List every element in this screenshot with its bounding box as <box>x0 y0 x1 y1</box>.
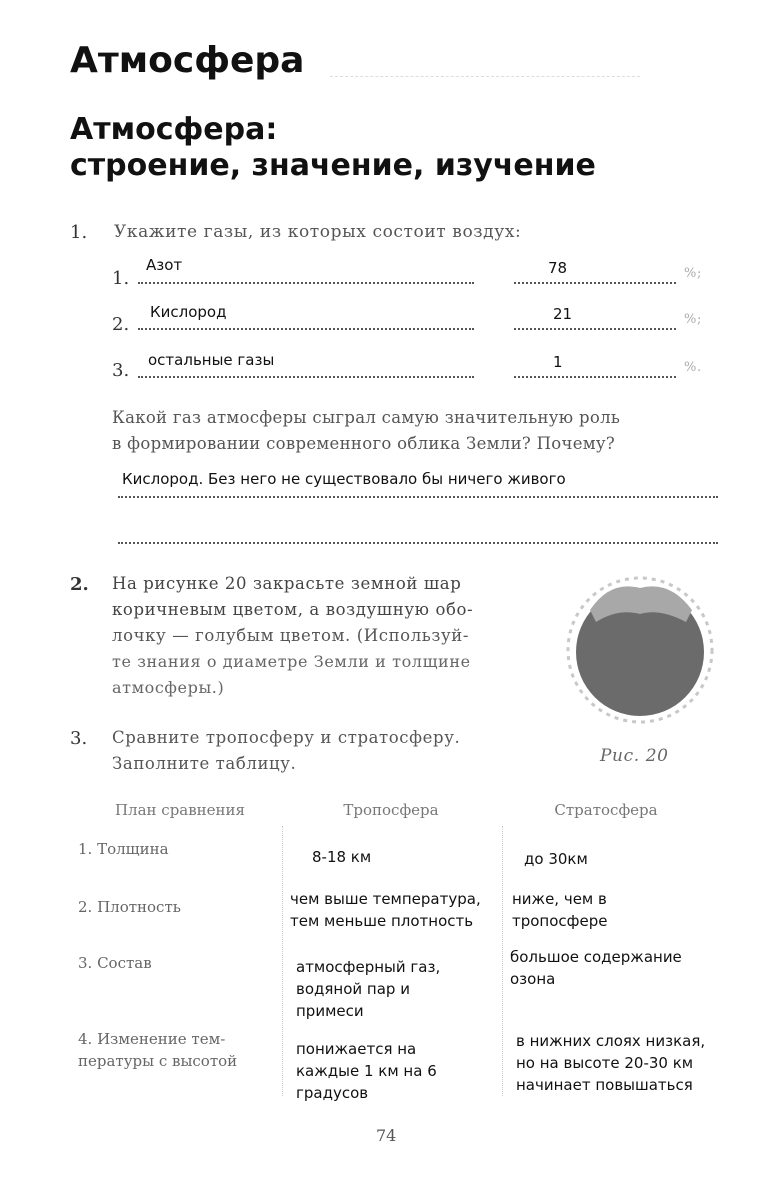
task1-number: 1. <box>70 222 88 243</box>
table-divider-1 <box>282 826 283 1096</box>
table-row-3-stratosphere[interactable]: большое содержание озона <box>510 948 682 988</box>
task1-question-line2: в формировании современного облика Земли? Почему? <box>112 434 616 453</box>
table-row-2-label: 2. Плотность <box>78 898 181 916</box>
task1-answer-line-2[interactable] <box>118 542 718 544</box>
table-header-plan: План сравнения <box>114 801 246 819</box>
table-header-troposphere: Тропосфера <box>343 801 439 819</box>
table-row-4-label-line2: пературы с высотой <box>78 1052 238 1070</box>
task2-line-1: На рисунке 20 закрасьте земной шар <box>112 574 462 593</box>
gas-row-3-name: остальные газы <box>148 351 275 369</box>
table-row-2-troposphere[interactable]: чем выше температура, тем меньше плотность <box>290 890 481 930</box>
gas-row-1-value: 78 <box>548 259 568 277</box>
table-row-1-troposphere[interactable]: 8-18 км <box>312 848 372 866</box>
task2-line-2: коричневым цветом, а воздушную обо- <box>112 600 474 619</box>
gas-row-1-unit: %; <box>684 266 702 281</box>
gas-row-2-unit: %; <box>684 312 702 327</box>
gas-row-1-number: 1. <box>112 268 130 289</box>
gas-row-2-number: 2. <box>112 314 130 335</box>
page-number: 74 <box>376 1126 397 1145</box>
comparison-table <box>70 796 710 1106</box>
table-row-3-label: 3. Состав <box>78 954 152 972</box>
section-title-line2: строение, значение, изучение <box>70 148 596 183</box>
table-row-4-label-line1: 4. Изменение тем- <box>78 1030 226 1048</box>
gas-row-3-value: 1 <box>553 353 563 371</box>
task2-line-4: те знания о диаметре Земли и толщине <box>112 652 471 671</box>
gas-row-3-name-line[interactable] <box>138 376 474 378</box>
table-row-2-stratosphere[interactable]: ниже, чем в тропосфере <box>512 890 608 930</box>
task2-line-3: лочку — голубым цветом. (Используй- <box>112 626 470 645</box>
table-header-stratosphere: Стратосфера <box>554 801 658 819</box>
table-divider-2 <box>502 826 503 1096</box>
gas-row-3-number: 3. <box>112 360 130 381</box>
table-row-4-troposphere[interactable]: понижается на каждые 1 км на 6 градусов <box>296 1040 437 1102</box>
task1-question-line1: Какой газ атмосферы сыграл самую значительную роль <box>112 408 621 427</box>
table-row-4-stratosphere[interactable]: в нижних слоях низкая, но на высоте 20-30 км начинает повышаться <box>516 1032 706 1094</box>
earth-globe-figure[interactable] <box>560 570 720 730</box>
gas-row-2-value-line[interactable] <box>514 328 676 330</box>
gas-row-1-name-line[interactable] <box>138 282 474 284</box>
table-row-1-label: 1. Толщина <box>78 840 169 858</box>
task3-number: 3. <box>70 728 88 749</box>
task2-number: 2. <box>70 574 89 595</box>
gas-row-1-name: Азот <box>146 256 183 274</box>
task2-line-5: атмосферы.) <box>112 678 225 697</box>
gas-row-3-value-line[interactable] <box>514 376 676 378</box>
gas-row-2-name-line[interactable] <box>138 328 474 330</box>
figure-caption: Рис. 20 <box>600 746 669 766</box>
gas-row-1-value-line[interactable] <box>514 282 676 284</box>
chapter-title: Атмосфера <box>70 40 305 81</box>
table-row-3-troposphere[interactable]: атмосферный газ, водяной пар и примеси <box>296 958 441 1020</box>
task3-line-1: Сравните тропосферу и стратосферу. <box>112 728 461 747</box>
task1-answer: Кислород. Без него не существовало бы ничего живого <box>122 470 566 488</box>
task1-answer-line-1[interactable] <box>118 496 718 498</box>
gas-row-3-unit: %. <box>684 360 702 375</box>
section-title-line1: Атмосфера: <box>70 112 278 147</box>
table-row-1-stratosphere[interactable]: до 30км <box>524 850 588 868</box>
task3-line-2: Заполните таблицу. <box>112 754 297 773</box>
title-rule <box>330 76 640 77</box>
gas-row-2-value: 21 <box>553 305 573 323</box>
gas-row-2-name: Кислород <box>150 303 227 321</box>
task1-prompt: Укажите газы, из которых состоит воздух: <box>114 222 522 242</box>
